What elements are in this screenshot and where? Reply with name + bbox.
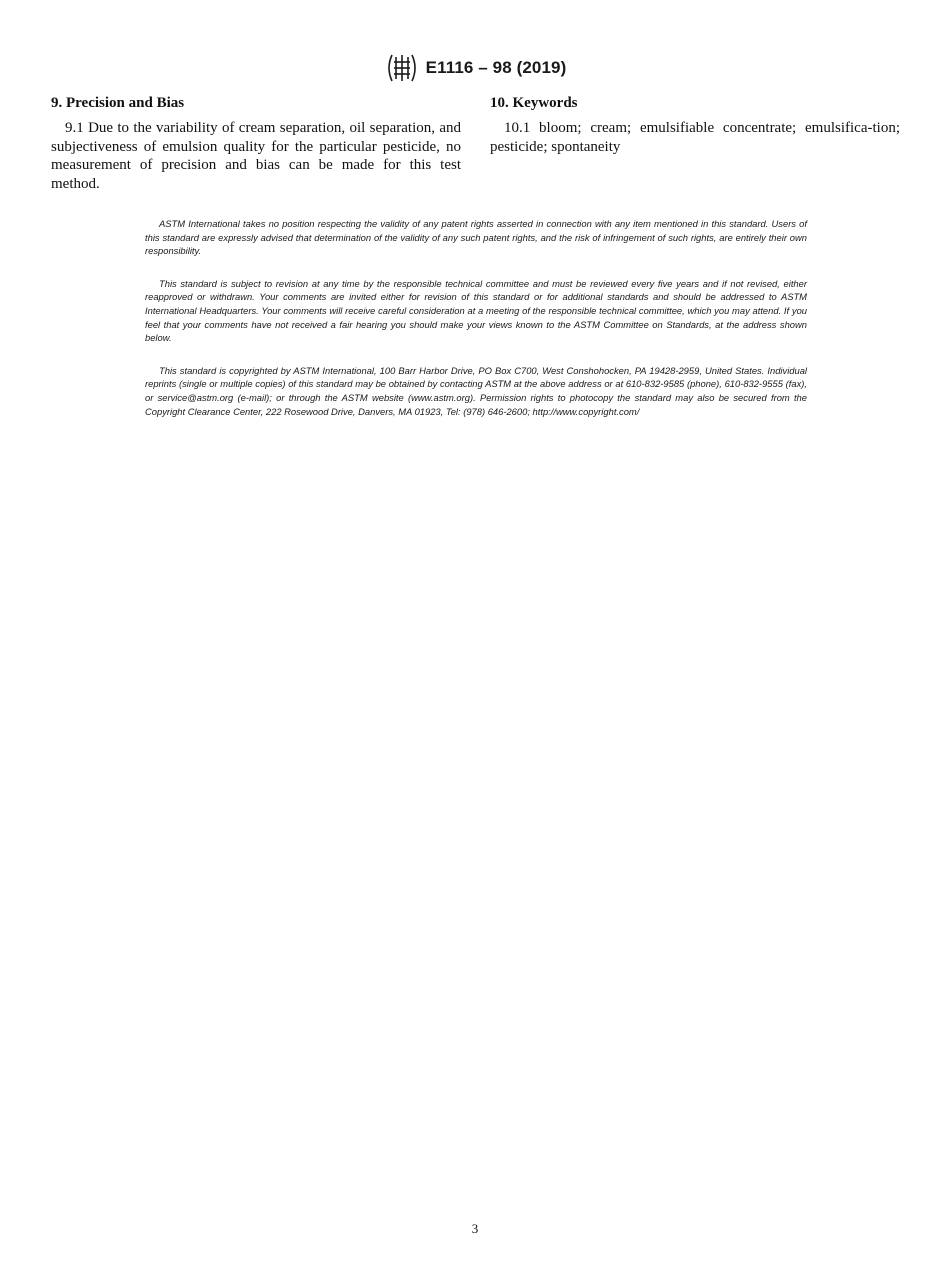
page-number: 3: [471, 1221, 479, 1236]
section-precision-and-bias: [51, 94, 461, 193]
revision-notice: This standard is subject to revision at any time by the responsible technical committee and must be reviewed every five years and if not revised, either reapproved or withdrawn. Your comments are invited either for revision of this standard or for additional standards and should be addressed to ASTM International Headquarters. Your comments will receive careful consideration at a meeting of the responsible technical committee, which you may attend. If you feel that your comments have not received a fair hearing you should make your views known to the ASTM Committee on Standards, at the address shown below.: [145, 277, 807, 344]
section-heading: 9. Precision and Bias: [51, 95, 185, 111]
section-paragraph: 10.1 bloom; cream; emulsifiable concentrate; emulsifica-tion; pesticide; spontaneity: [490, 120, 900, 155]
patent-notice: ASTM International takes no position respecting the validity of any patent rights asserted in connection with any item mentioned in this standard. Users of this standard are expressly advised that determination of the validity of any such patent rights, and the risk of infringement of such rights, are entirely their own responsibility.: [145, 218, 807, 257]
legal-notices: [145, 217, 807, 437]
section-keywords: [490, 94, 900, 156]
astm-logo-icon: [384, 51, 420, 85]
document-designation: E1116 – 98 (2019): [425, 58, 567, 77]
section-paragraph: 9.1 Due to the variability of cream separation, oil separation, and subjectiveness of emulsion quality for the particular pesticide, no measurement of precision and bias can be made for this test method.: [51, 120, 461, 192]
section-heading: 10. Keywords: [490, 95, 578, 111]
copyright-notice: This standard is copyrighted by ASTM International, 100 Barr Harbor Drive, PO Box C700, West Conshohocken, PA 19428-2959, United States. Individual reprints (single or multiple copies) of this standard may be obtained by contacting ASTM at the above address or at 610-832-9585 (phone), 610-832-9555 (fax), or service@astm.org (e-mail); or through the ASTM website (www.astm.org). Permission rights to photocopy the standard may also be secured from the Copyright Clearance Center, 222 Rosewood Drive, Danvers, MA 01923, Tel: (978) 646-2600; http://www.copyright.com/: [145, 364, 807, 417]
page-header: [0, 50, 950, 86]
